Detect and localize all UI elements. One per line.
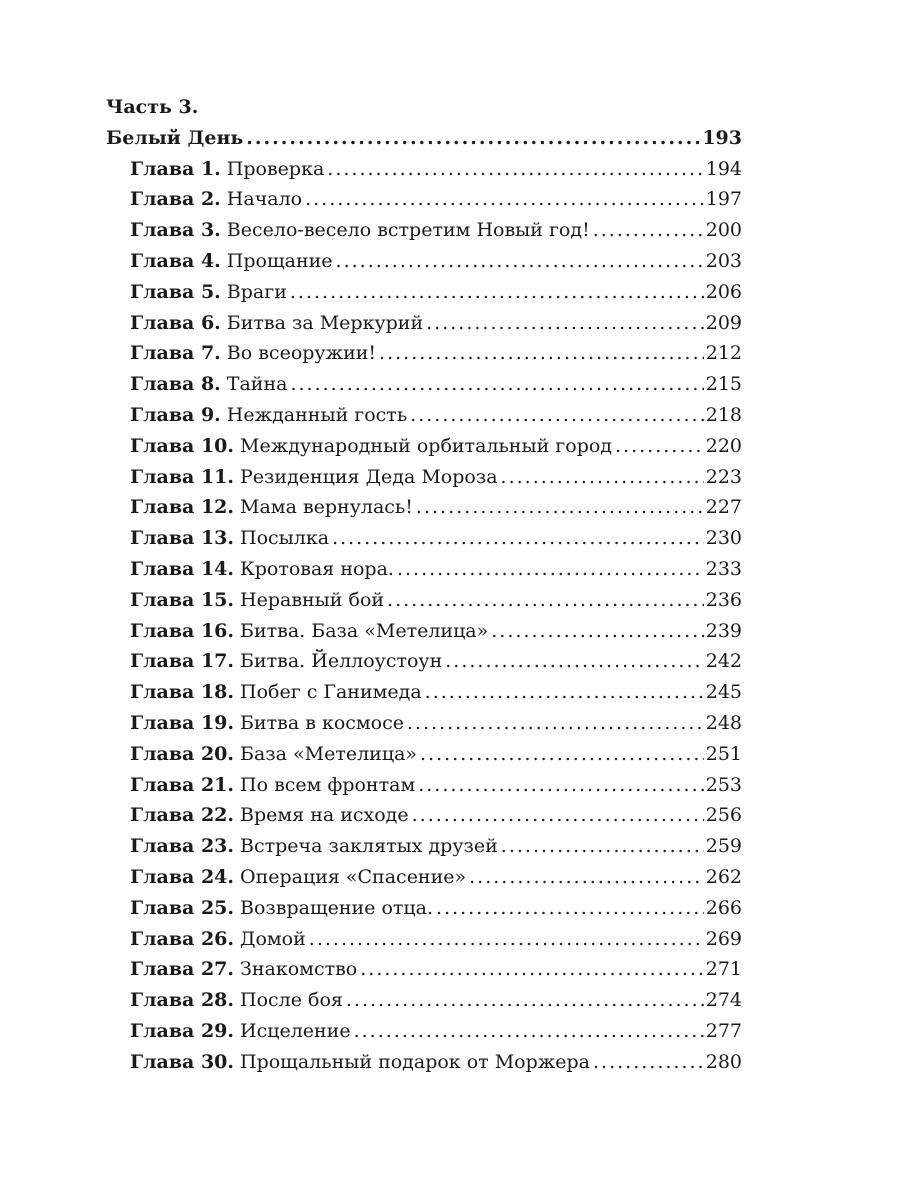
chapter-label: Глава 3. [130, 219, 221, 242]
chapter-label: Глава 9. [130, 403, 221, 426]
chapter-page-number: 277 [705, 1019, 742, 1042]
dot-leader [387, 585, 704, 616]
chapter-label: Глава 4. [130, 249, 221, 272]
chapter-page-number: 239 [705, 619, 742, 642]
chapter-label: Глава 16. [130, 619, 235, 642]
chapter-page-number: 236 [705, 588, 742, 611]
chapter-page-number: 245 [705, 681, 742, 704]
chapter-title: Нежданный гость [226, 403, 408, 426]
chapter-label: Глава 20. [130, 742, 235, 765]
toc-entry-chapter [106, 215, 742, 246]
toc-entry-part [106, 123, 742, 154]
part-page-number: 193 [702, 126, 742, 149]
part-label: Часть 3. [106, 96, 199, 118]
dot-leader [397, 554, 704, 585]
chapter-title: Побег с Ганимеда [240, 681, 422, 704]
chapter-page-number: 266 [705, 896, 742, 919]
toc-entry-chapter [106, 924, 742, 955]
chapter-page-number: 212 [705, 342, 742, 365]
chapter-title: Прощальный подарок от Моржера [240, 1050, 590, 1073]
chapter-page-number: 242 [705, 650, 742, 673]
chapter-title: Весело-весело встретим Новый год! [226, 219, 590, 242]
chapter-page-number: 223 [705, 465, 742, 488]
dot-leader [327, 154, 703, 185]
toc-entry-chapter [106, 523, 742, 554]
dot-leader [354, 1016, 704, 1047]
chapter-title: Битва. База «Метелица» [240, 619, 489, 642]
chapter-title: Неравный бой [240, 588, 385, 611]
chapter-title: Битва за Меркурий [226, 311, 424, 334]
chapter-title: Битва. Йеллоустоун [240, 650, 443, 673]
chapter-page-number: 248 [705, 711, 742, 734]
toc-entry-chapter [106, 369, 742, 400]
dot-leader [309, 924, 704, 955]
chapter-label: Глава 5. [130, 280, 221, 303]
chapter-title: Время на исходе [240, 804, 409, 827]
toc-entry-chapter [106, 862, 742, 893]
toc-entry-chapter [106, 770, 742, 801]
chapter-page-number: 280 [705, 1050, 742, 1073]
chapter-label: Глава 10. [130, 434, 235, 457]
chapter-label: Глава 28. [130, 989, 235, 1012]
chapter-title: Знакомство [240, 958, 358, 981]
chapter-title: Кротовая нора. [240, 557, 394, 580]
toc-entry-chapter [106, 677, 742, 708]
toc-entry-chapter [106, 554, 742, 585]
chapter-label: Глава 13. [130, 527, 235, 550]
part-title: Белый День [106, 126, 244, 149]
chapter-label: Глава 8. [130, 373, 221, 396]
chapter-page-number: 262 [705, 865, 742, 888]
dot-leader [445, 646, 703, 677]
chapter-page-number: 218 [705, 403, 742, 426]
chapter-page-number: 230 [705, 527, 742, 550]
chapter-label: Глава 2. [130, 188, 221, 211]
dot-leader [501, 831, 704, 862]
chapter-page-number: 251 [705, 742, 742, 765]
dot-leader [469, 862, 704, 893]
chapter-label: Глава 30. [130, 1050, 235, 1073]
chapter-label: Глава 25. [130, 896, 235, 919]
dot-leader [410, 400, 704, 431]
dot-leader [501, 462, 704, 493]
chapter-label: Глава 18. [130, 681, 235, 704]
chapter-title: Начало [226, 188, 303, 211]
toc-entry-chapter [106, 985, 742, 1016]
chapter-label: Глава 11. [130, 465, 235, 488]
dot-leader [407, 708, 704, 739]
chapter-label: Глава 17. [130, 650, 235, 673]
dot-leader [290, 369, 703, 400]
dot-leader [346, 985, 704, 1016]
dot-leader [420, 739, 704, 770]
dot-leader [360, 954, 704, 985]
dot-leader [246, 123, 700, 154]
chapter-title: Исцеление [240, 1019, 351, 1042]
toc-entry-chapter [106, 585, 742, 616]
chapter-label: Глава 23. [130, 835, 235, 858]
toc-entry-chapter [106, 277, 742, 308]
chapter-title: Прощание [226, 249, 333, 272]
dot-leader [290, 277, 704, 308]
chapter-page-number: 274 [705, 989, 742, 1012]
chapter-label: Глава 7. [130, 342, 221, 365]
chapter-page-number: 256 [705, 804, 742, 827]
chapter-label: Глава 26. [130, 927, 235, 950]
chapter-title: Враги [226, 280, 287, 303]
toc-entry-chapter [106, 462, 742, 493]
dot-leader [593, 1047, 704, 1078]
chapter-title: После боя [240, 989, 343, 1012]
toc-entry-chapter [106, 492, 742, 523]
toc-entry-chapter [106, 431, 742, 462]
toc-entry-chapter [106, 1047, 742, 1078]
chapter-page-number: 269 [705, 927, 742, 950]
chapter-label: Глава 12. [130, 496, 235, 519]
chapter-page-number: 215 [705, 373, 742, 396]
toc-entry-chapter [106, 184, 742, 215]
chapter-page-number: 220 [705, 434, 742, 457]
chapter-title: Операция «Спасение» [240, 865, 467, 888]
chapter-list [106, 154, 742, 1078]
chapter-label: Глава 24. [130, 865, 235, 888]
dot-leader [336, 246, 704, 277]
chapter-page-number: 227 [705, 496, 742, 519]
toc-entry-chapter [106, 400, 742, 431]
chapter-title: По всем фронтам [240, 773, 416, 796]
chapter-title: Битва в космосе [240, 711, 405, 734]
chapter-title: Тайна [226, 373, 288, 396]
chapter-label: Глава 1. [130, 157, 221, 180]
chapter-title: Во всеоружии! [226, 342, 377, 365]
dot-leader [593, 215, 704, 246]
chapter-page-number: 194 [705, 157, 742, 180]
toc-entry-chapter [106, 338, 742, 369]
chapter-title: Проверка [226, 157, 325, 180]
dot-leader [426, 308, 704, 339]
chapter-page-number: 271 [705, 958, 742, 981]
dot-leader [425, 677, 704, 708]
dot-leader [379, 338, 704, 369]
chapter-title: Возвращение отца. [240, 896, 434, 919]
dot-leader [491, 616, 703, 647]
chapter-page-number: 209 [705, 311, 742, 334]
table-of-contents [106, 92, 742, 1078]
chapter-label: Глава 15. [130, 588, 235, 611]
dot-leader [418, 770, 704, 801]
toc-entry-chapter [106, 800, 742, 831]
toc-entry-chapter [106, 154, 742, 185]
dot-leader [305, 184, 704, 215]
toc-entry-chapter [106, 893, 742, 924]
chapter-page-number: 200 [705, 219, 742, 242]
dot-leader [332, 523, 704, 554]
toc-entry-chapter [106, 831, 742, 862]
chapter-title: Резиденция Деда Мороза [240, 465, 498, 488]
dot-leader [436, 893, 704, 924]
toc-entry-chapter [106, 616, 742, 647]
toc-entry-chapter [106, 954, 742, 985]
chapter-title: Международный орбитальный город [240, 434, 612, 457]
dot-leader [416, 492, 704, 523]
chapter-page-number: 206 [705, 280, 742, 303]
chapter-page-number: 253 [705, 773, 742, 796]
chapter-page-number: 233 [705, 557, 742, 580]
dot-leader [615, 431, 704, 462]
chapter-label: Глава 29. [130, 1019, 235, 1042]
chapter-page-number: 203 [705, 249, 742, 272]
chapter-label: Глава 27. [130, 958, 235, 981]
toc-entry-chapter [106, 739, 742, 770]
chapter-page-number: 197 [705, 188, 742, 211]
chapter-page-number: 259 [705, 835, 742, 858]
dot-leader [412, 800, 704, 831]
toc-entry-chapter [106, 708, 742, 739]
chapter-label: Глава 22. [130, 804, 235, 827]
chapter-label: Глава 19. [130, 711, 235, 734]
chapter-title: Посылка [240, 527, 330, 550]
chapter-label: Глава 6. [130, 311, 221, 334]
chapter-title: Мама вернулась! [240, 496, 413, 519]
toc-entry-chapter [106, 308, 742, 339]
chapter-title: База «Метелица» [240, 742, 418, 765]
toc-entry-chapter [106, 646, 742, 677]
chapter-title: Встреча заклятых друзей [240, 835, 498, 858]
toc-entry-chapter [106, 1016, 742, 1047]
toc-entry-chapter [106, 246, 742, 277]
chapter-label: Глава 21. [130, 773, 235, 796]
chapter-title: Домой [240, 927, 306, 950]
chapter-label: Глава 14. [130, 557, 235, 580]
